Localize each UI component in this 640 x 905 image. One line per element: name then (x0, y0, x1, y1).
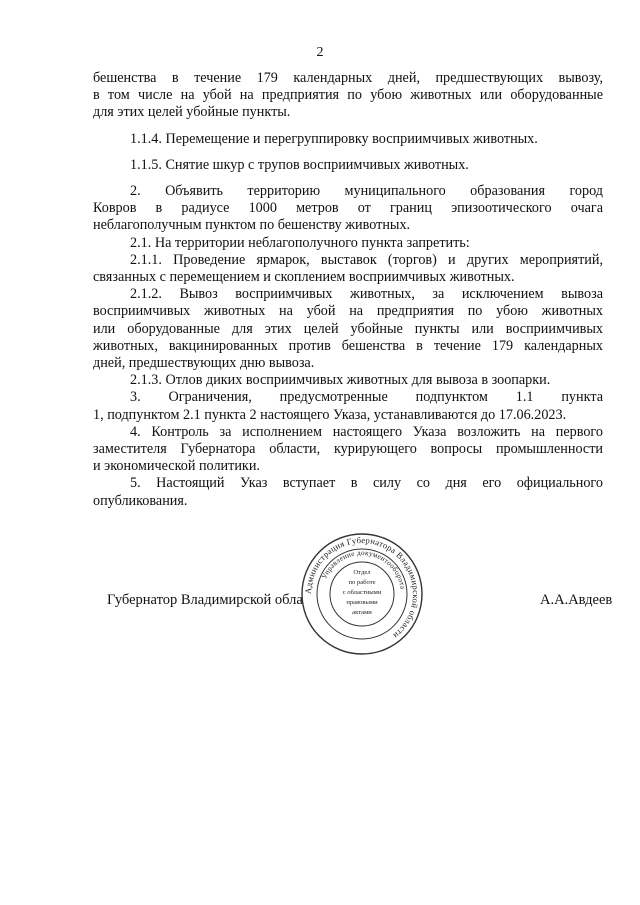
text-line: заместителя Губернатора области, курирующего вопросы промышленности (93, 441, 603, 458)
text-line: для этих целей убойные пункты. (93, 104, 291, 121)
stamp-center-line: Отдел (353, 569, 371, 576)
text-line: дней, предшествующих дню вывоза. (93, 355, 315, 372)
document-body (93, 70, 603, 510)
text-line: и экономической политики. (93, 458, 260, 475)
text-line: 4. Контроль за исполнением настоящего Указа возложить на первого (130, 423, 603, 440)
text-line: 2. Объявить территорию муниципального образования город (130, 183, 603, 200)
text-line: 1.1.5. Снятие шкур с трупов восприимчивых животных. (130, 156, 469, 173)
text-line: 2.1.3. Отлов диких восприимчивых животных для вывоза в зоопарки. (130, 372, 551, 389)
text-line: бешенства в течение 179 календарных дней, предшествующих вывозу, (93, 70, 603, 86)
text-line: 5. Настоящий Указ вступает в силу со дня его официального (130, 475, 603, 492)
text-line: животных, вакцинированных против бешенства в течение 179 календарных (93, 337, 603, 354)
text-line: или оборудованные для этих целей убойные пункты или восприимчивых (93, 320, 603, 337)
official-stamp (300, 532, 424, 656)
signatory-position: Губернатор Владимирской обла (107, 592, 303, 608)
text-line: 2.1. На территории неблагополучного пункта запретить: (130, 234, 470, 251)
stamp-center-line: по работе (348, 579, 376, 586)
stamp-center-line: правовыми (346, 599, 378, 606)
text-line: опубликования. (93, 492, 188, 509)
stamp-outer-text: Администрация Губернатора Владимирской области (302, 534, 422, 642)
text-line: в том числе на убой на предприятия по убою животных или оборудованные (93, 87, 603, 104)
text-line: 2.1.2. Вывоз восприимчивых животных, за исключением вывоза (130, 286, 603, 303)
text-line: 2.1.1. Проведение ярмарок, выставок (торгов) и других мероприятий, (130, 251, 603, 268)
text-line: неблагополучным пунктом по бешенству животных. (93, 217, 411, 234)
text-line: восприимчивых животных на убой на предприятия по убою животных (93, 303, 603, 320)
page-number: 2 (316, 45, 324, 60)
text-line: 1, подпунктом 2.1 пункта 2 настоящего Указа, устанавливаются до 17.06.2023. (93, 406, 567, 423)
stamp-inner-text: Управление документооборота (320, 548, 407, 590)
text-line: Ковров в радиусе 1000 метров от границ эпизоотического очага (93, 200, 603, 217)
text-line: связанных с перемещением и скоплением восприимчивых животных. (93, 269, 515, 286)
signatory-name: А.А.Авдеев (540, 592, 613, 608)
text-line: 1.1.4. Перемещение и перегруппировку восприимчивых животных. (130, 130, 538, 147)
stamp-center-line: актами (352, 609, 372, 616)
text-line: 3. Ограничения, предусмотренные подпунктом 1.1 пункта (130, 389, 603, 406)
stamp-center-line: с областными (342, 589, 382, 596)
